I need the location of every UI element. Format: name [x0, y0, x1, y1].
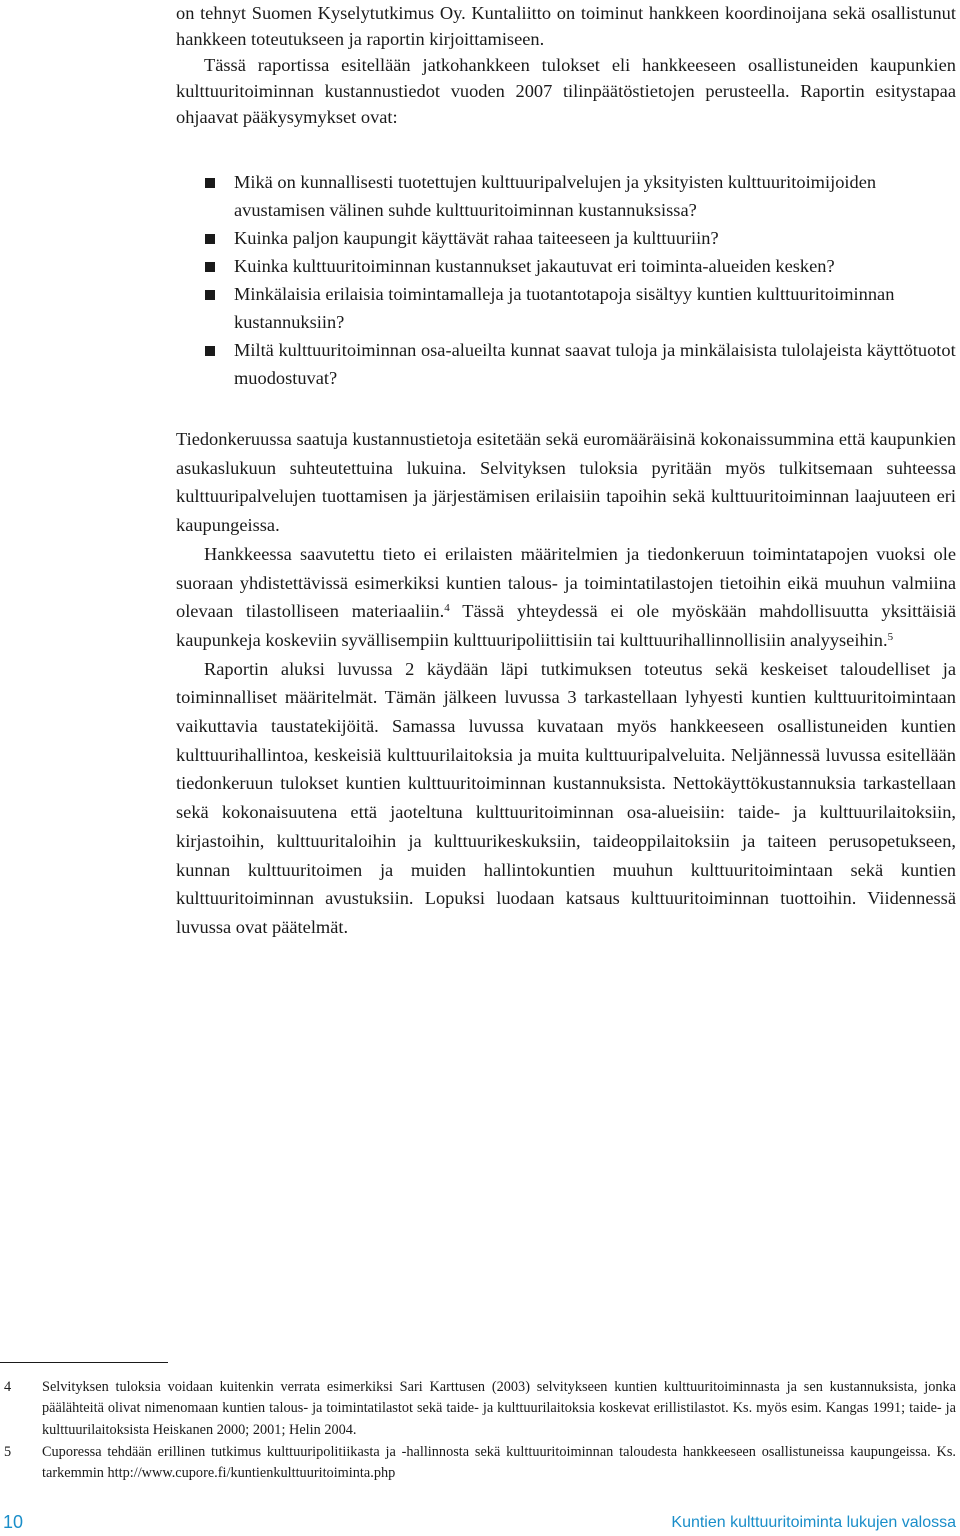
body-text: [176, 425, 956, 942]
list-item-text: Miltä kulttuuritoiminnan osa-alueilta kunnat saavat tuloja ja minkälaisista tulolajeista käyttötuotot muodostuvat?: [234, 340, 956, 388]
square-bullet-icon: [205, 262, 215, 272]
body-paragraph-2: [176, 540, 956, 655]
page-number: 10: [3, 1512, 24, 1532]
footnote-4: [0, 1377, 956, 1441]
footnote-ref-5[interactable]: 5: [887, 630, 894, 643]
intro-text: [176, 0, 956, 130]
list-item-text: Mikä on kunnallisesti tuotettujen kulttuuripalvelujen ja yksityisten kulttuuritoimijoiden avustamisen välinen suhde kulttuuritoiminnan kustannuksissa?: [234, 172, 877, 220]
square-bullet-icon: [205, 234, 215, 244]
footnote-text: Cuporessa tehdään erillinen tutkimus kulttuuripolitiikasta ja -hallinnosta sekä kulttuuritoiminnan taloudesta hankkeeseen osallistuneissa kaupungeissa. Ks. tarkemmin http://www.cupore.fi/kuntienkulttuuritoiminta.php: [42, 1444, 956, 1482]
list-item-text: Kuinka kulttuuritoiminnan kustannukset jakautuvat eri toiminta-alueiden kesken?: [234, 256, 835, 276]
square-bullet-icon: [205, 290, 215, 300]
footnote-number: 5: [4, 1444, 12, 1460]
footnote-text: Selvityksen tuloksia voidaan kuitenkin verrata esimerkiksi Sari Karttusen (2003) selvitykseen kuntien kulttuuritoiminnasta ja sen kustannuksista, jonka päälähteitä olivat nimenomaan kuntien talous- ja toimintatilastot sekä taide- ja kulttuurilaitoksia koskevat erillistilastot. Ks. myös esim. Kangas 1991; taide- ja kulttuurilaitoksista Heiskanen 2000; 2001; Helin 2004.: [42, 1379, 956, 1438]
list-item-text: Kuinka paljon kaupungit käyttävät rahaa taiteeseen ja kulttuuriin?: [234, 228, 719, 248]
list-item: [205, 224, 957, 252]
list-item: [205, 252, 957, 280]
square-bullet-icon: [205, 178, 215, 188]
intro-paragraph-2: Tässä raportissa esitellään jatkohankkeen tulokset eli hankkeeseen osallistuneiden kaupunkien kulttuuritoiminnan kustannustiedot vuoden 2007 tilinpäätöstietojen perusteella. Raportin esitystapaa ohjaavat pääkysymykset ovat:: [176, 55, 956, 127]
list-item: [205, 168, 957, 224]
body-paragraph-3: Raportin aluksi luvussa 2 käydään läpi tutkimuksen toteutus sekä keskeiset taloudelliset ja toiminnalliset määritelmät. Tämän jälkeen luvussa 3 tarkastellaan lyhyesti kuntien kulttuuritoimintaan vaikuttavia taustatekijöitä. Samassa luvussa kuvataan myös hankkeeseen osallistuneiden kuntien kulttuurihallintoa, keskeisiä kulttuurilaitoksia ja muita kulttuuripalveluita. Neljännessä luvussa esitellään tiedonkeruun tulokset kuntien kulttuuritoiminnan kustannuksista. Nettokäyttökustannuksia tarkastellaan sekä kokonaisuutena että jaoteltuna kulttuuritoiminnan osa-alueisiin: taide- ja kulttuurilaitoksiin, kirjastoihin, kulttuuritaloihin ja kulttuurikeskuksiin, taideoppilaitoksiin ja taiteen perusopetukseen, kunnan kulttuuritoimen ja muiden hallintokuntien muuhun kulttuuritoimintaan sekä kuntien kulttuuritoiminnan avustuksiin. Lopuksi luodaan katsaus kulttuuritoiminnan tuottoihin. Viidennessä luvussa ovat päätelmät.: [176, 658, 956, 937]
intro-paragraph-1: on tehnyt Suomen Kyselytutkimus Oy. Kuntaliitto on toiminut hankkeen koordinoijana sekä osallistunut hankkeen toteutukseen ja raportin kirjoittamiseen.: [176, 3, 956, 49]
footnote-number: 4: [4, 1379, 12, 1395]
square-bullet-icon: [205, 346, 215, 356]
list-item-text: Minkälaisia erilaisia toimintamalleja ja tuotantotapoja sisältyy kuntien kulttuuritoiminnan kustannuksiin?: [234, 284, 895, 332]
body-paragraph-2-part-b: Tässä yhteydessä ei ole myöskään mahdollisuutta yksittäisiä kaupunkeja koskeviin syvällisempiin kulttuuripoliittisiin tai kulttuurihallinnollisiin analyyseihin.: [176, 601, 956, 650]
body-paragraph-2-part-a: Hankkeessa saavutettu tieto ei erilaisten määritelmien ja tiedonkeruun toimintatapojen vuoksi ole suoraan yhdistettävissä esimerkiksi kuntien talous- ja toimintatilastojen tietoihin eikä muuhun valmiina olevaan tilastolliseen materiaaliin.: [176, 543, 956, 622]
research-questions-list: [205, 168, 957, 392]
footnote-5: [0, 1442, 956, 1485]
running-footer-title: Kuntien kulttuuritoiminta lukujen valossa: [671, 1514, 956, 1531]
list-item: [205, 280, 957, 336]
footnote-divider: [0, 1362, 168, 1363]
body-paragraph-1: Tiedonkeruussa saatuja kustannustietoja esitetään sekä euromääräisinä kokonaissummina että kaupunkien asukaslukuun suhteutettuina lukuina. Selvityksen tuloksia pyritään myös tulkitsemaan suhteessa kulttuuripalvelujen tuottamisen ja järjestämisen erilaisiin tapoihin sekä kulttuuritoiminnan laajuuteen eri kaupungeissa.: [176, 429, 956, 536]
footnote-ref-4[interactable]: 4: [444, 602, 450, 615]
list-item: [205, 336, 957, 392]
